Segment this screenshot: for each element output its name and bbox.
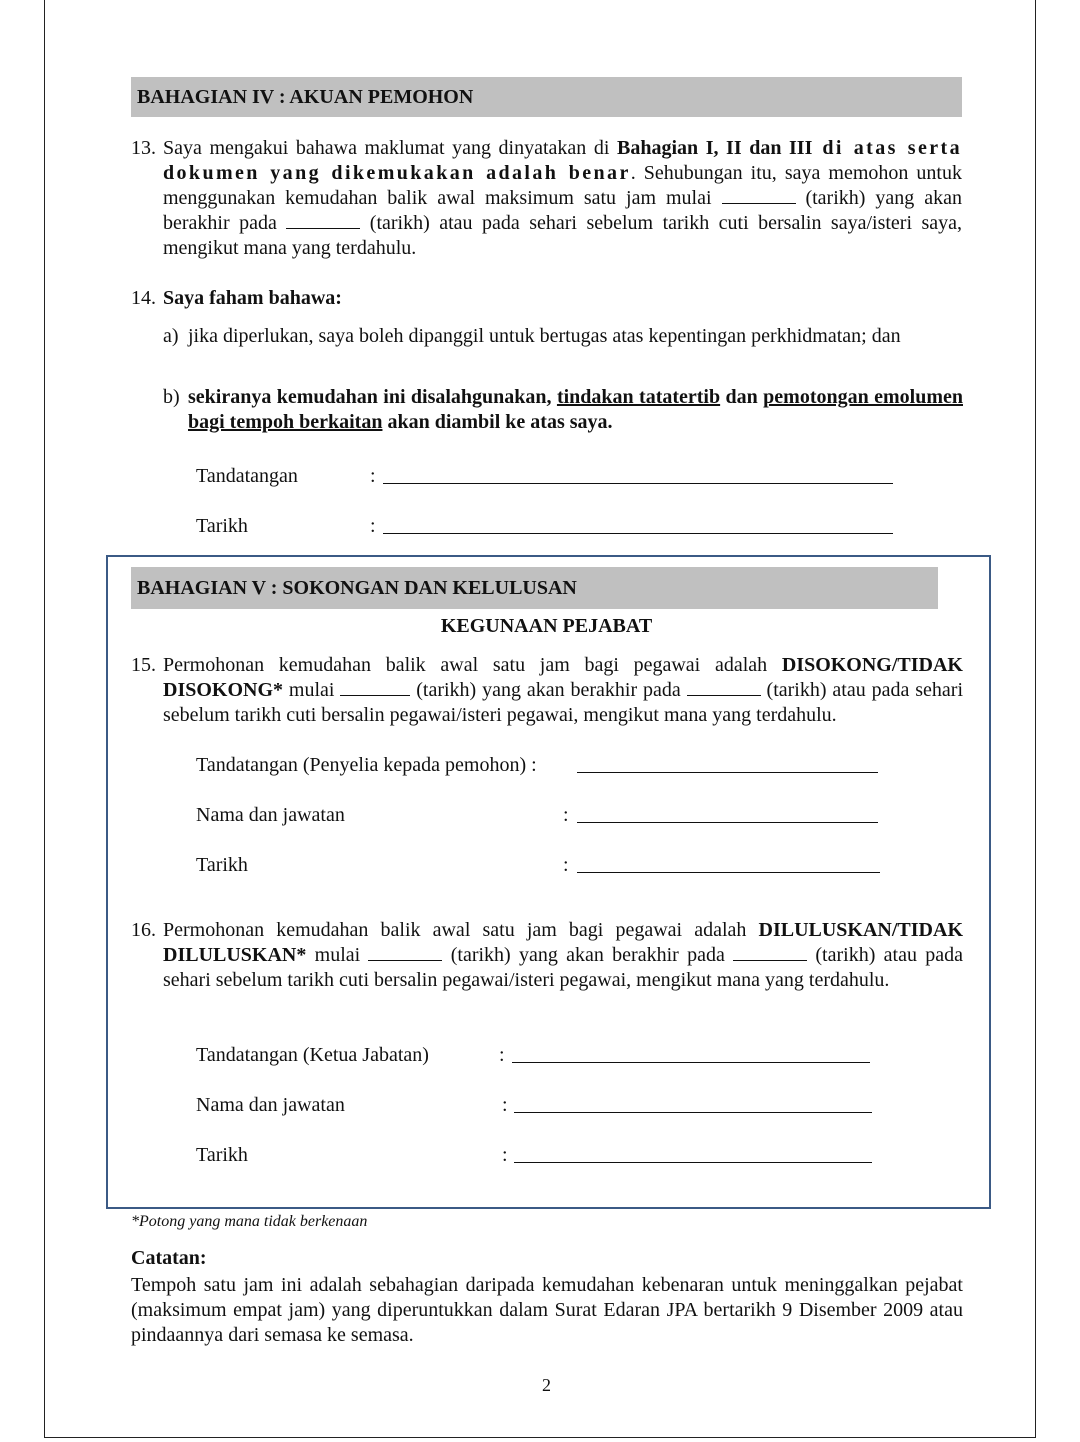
item-15-text: [163, 653, 963, 728]
notes-text: Tempoh satu jam ini adalah sebahagian daripada kemudahan kebenaran untuk meninggalkan pejabat (maksimum empat jam) yang diperuntukkan dalam Surat Edaran JPA bertarikh 9 Disember 2009 atau pindaannya dari semasa ke semasa.: [131, 1274, 963, 1346]
item-16-number: 16.: [131, 919, 156, 941]
item-14a-text: jika diperlukan, saya boleh dipanggil untuk bertugas atas kepentingan perkhidmatan; dan: [188, 325, 901, 347]
approval-start-date-blank[interactable]: [368, 943, 442, 961]
item-16-text-part: (tarikh) yang akan berakhir pada: [442, 944, 734, 966]
head-name-label: Nama dan jawatan: [196, 1094, 345, 1116]
item-15-text-part: (tarikh) atau pada sehari sebelum tarikh cuti bersalin pegawai/isteri pegawai, mengikut mana yang terdahulu.: [163, 679, 964, 726]
item-13-text: [163, 136, 962, 261]
item-13-text-part: (tarikh) atau pada sehari sebelum tarikh cuti bersalin saya/isteri saya, mengikut mana yang terdahulu.: [163, 212, 963, 259]
end-date-blank[interactable]: [286, 211, 360, 229]
item-16-text: [163, 918, 963, 993]
applicant-signature-field[interactable]: [383, 482, 893, 484]
supervisor-signature-label: Tandatangan (Penyelia kepada pemohon) :: [196, 754, 537, 776]
item-14a-label: a): [163, 325, 179, 347]
applicant-signature-label: Tandatangan: [196, 465, 298, 487]
disciplinary-action-text: tindakan tatatertib: [556, 386, 721, 408]
notes-title: Catatan:: [131, 1247, 207, 1269]
item-15-text-part: Permohonan kemudahan balik awal satu jam bagi pegawai adalah: [163, 654, 782, 676]
applicant-date-field[interactable]: [383, 532, 893, 534]
head-signature-label: Tandatangan (Ketua Jabatan): [196, 1044, 429, 1066]
colon: :: [563, 854, 569, 876]
head-signature-field[interactable]: [512, 1061, 870, 1063]
item-16-text-part: mulai: [306, 944, 369, 966]
footnote: *Potong yang mana tidak berkenaan: [131, 1213, 368, 1230]
support-start-date-blank[interactable]: [340, 678, 410, 696]
page-number: 2: [542, 1375, 551, 1395]
colon: :: [502, 1094, 508, 1116]
office-use-subheading: KEGUNAAN PEJABAT: [440, 615, 653, 637]
emolument-deduction-text: pemotongan emolumen bagi tempoh berkaitan: [188, 386, 963, 433]
item-14b-label: b): [163, 386, 180, 408]
supervisor-signature-field[interactable]: [577, 771, 878, 773]
supervisor-name-label: Nama dan jawatan: [196, 804, 345, 826]
supervisor-name-field[interactable]: [577, 821, 878, 823]
applicant-date-label: Tarikh: [196, 515, 248, 537]
approval-end-date-blank[interactable]: [733, 943, 807, 961]
item-14b-text: [188, 385, 963, 435]
item-14b-text-part: akan diambil ke atas saya.: [382, 411, 613, 433]
item-15-text-part: mulai: [283, 679, 341, 701]
start-date-blank[interactable]: [722, 186, 796, 204]
item-16-text-part: Permohonan kemudahan balik awal satu jam bagi pegawai adalah: [163, 919, 759, 941]
head-date-label: Tarikh: [196, 1144, 248, 1166]
item-13-bold-statement: di atas serta dokumen yang dikemukakan adalah benar: [163, 137, 962, 184]
colon: :: [563, 804, 569, 826]
support-end-date-blank[interactable]: [687, 678, 761, 696]
item-15-text-part: (tarikh) yang akan berakhir pada: [410, 679, 687, 701]
item-14b-text-part: dan: [720, 386, 764, 408]
item-16-text-part: (tarikh) atau pada sehari sebelum tarikh cuti bersalin pegawai/isteri pegawai, mengikut mana yang terdahulu.: [163, 944, 963, 991]
item-13-text-part: (tarikh) yang akan berakhir pada: [163, 187, 962, 234]
supervisor-date-field[interactable]: [577, 871, 880, 873]
colon: :: [502, 1144, 508, 1166]
item-14b-text-part: sekiranya kemudahan ini disalahgunakan,: [188, 386, 557, 408]
item-13-bold-sections: Bahagian I, II dan III: [616, 137, 813, 159]
support-decision-text: DISOKONG/TIDAK DISOKONG*: [163, 654, 963, 701]
item-15-number: 15.: [131, 654, 156, 676]
colon: :: [370, 465, 376, 487]
supervisor-date-label: Tarikh: [196, 854, 248, 876]
colon: :: [370, 515, 376, 537]
item-14-number: 14.: [131, 287, 156, 309]
section-4-heading: BAHAGIAN IV : AKUAN PEMOHON: [131, 77, 962, 117]
item-13-text-part: . Sehubungan itu, saya memohon untuk menggunakan kemudahan balik awal maksimum satu jam mulai: [163, 162, 962, 209]
approval-decision-text: DILULUSKAN/TIDAK DILULUSKAN*: [163, 919, 963, 966]
colon: :: [499, 1044, 505, 1066]
section-5-heading: BAHAGIAN V : SOKONGAN DAN KELULUSAN: [131, 567, 938, 609]
item-14-title: Saya faham bahawa:: [163, 287, 342, 309]
head-name-field[interactable]: [514, 1111, 872, 1113]
head-date-field[interactable]: [514, 1161, 872, 1163]
item-13-text-part: Saya mengakui bahawa maklumat yang dinyatakan di: [163, 137, 617, 159]
item-13-number: 13.: [131, 137, 156, 159]
